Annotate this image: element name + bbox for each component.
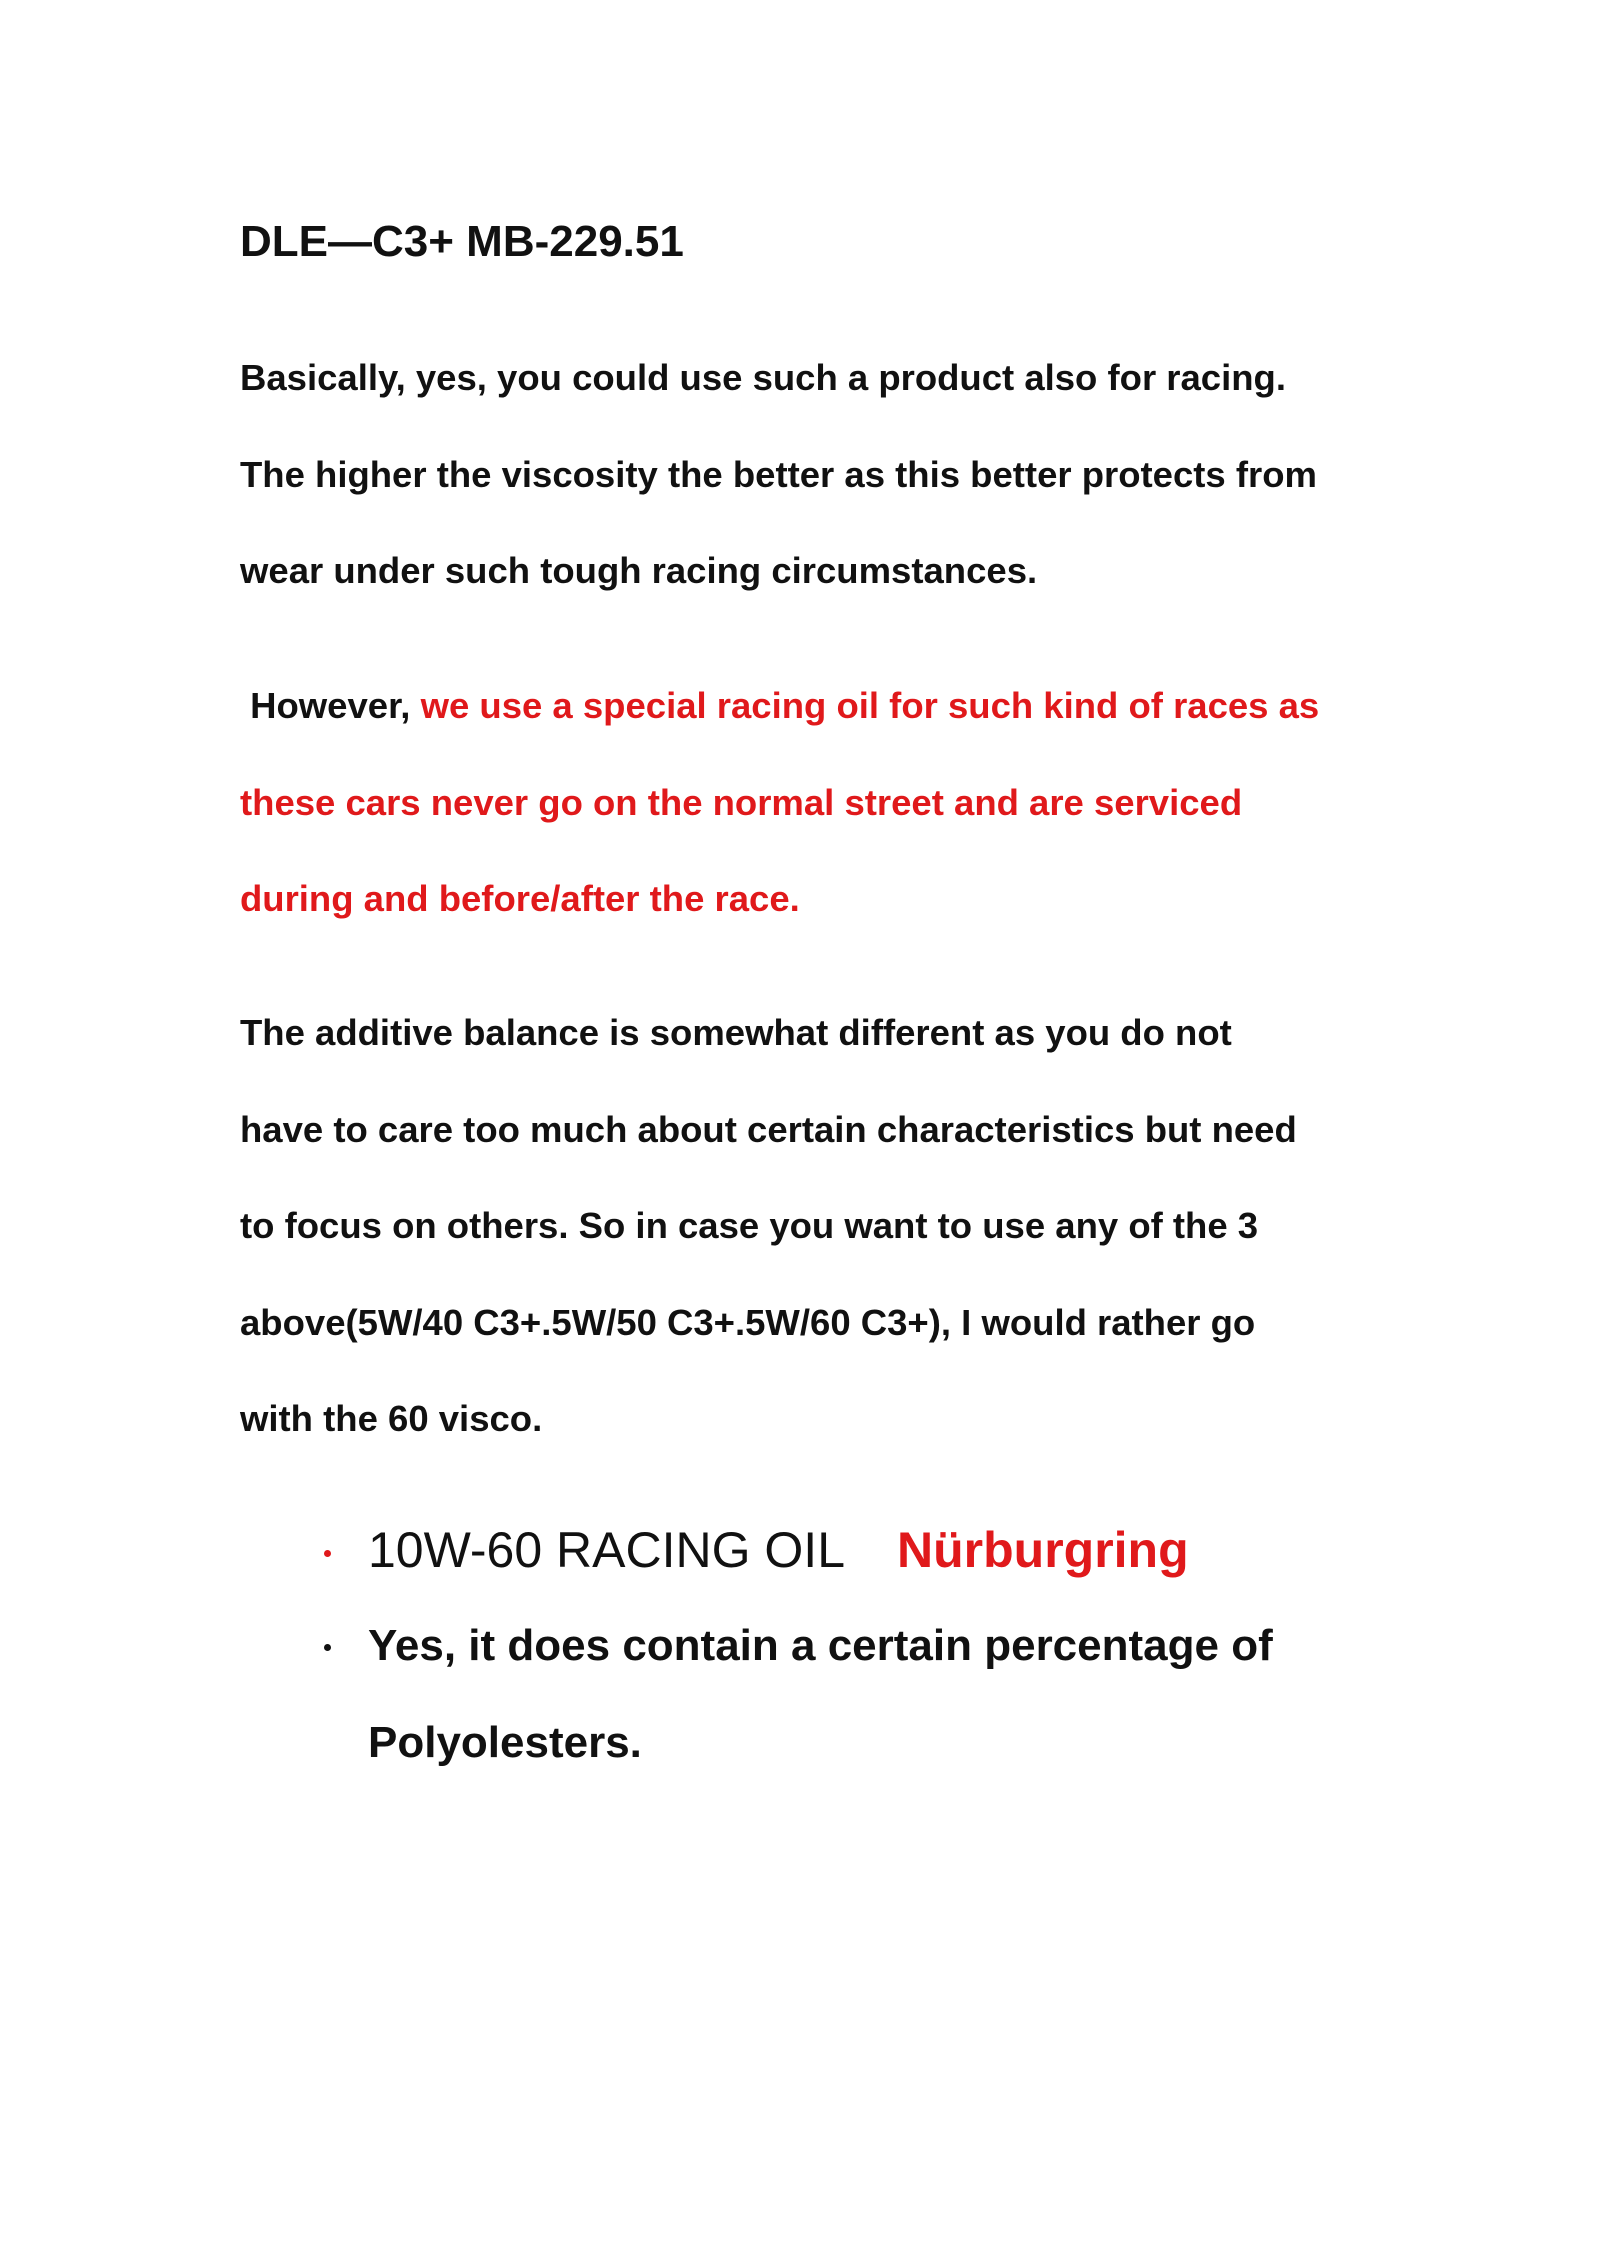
paragraph-additive-balance bbox=[240, 985, 1297, 1468]
paragraph-line: Basically, yes, you could use such a product also for racing. bbox=[240, 357, 1286, 398]
bullet-dot-icon bbox=[324, 1644, 331, 1651]
highlighted-text: these cars never go on the normal street and are serviced bbox=[240, 781, 1243, 823]
bullet-item-polyolesters bbox=[320, 1598, 1273, 1791]
product-highlight: Nürburgring bbox=[897, 1522, 1189, 1578]
bullet-line: Yes, it does contain a certain percentage of bbox=[368, 1621, 1273, 1670]
paragraph-racing-use bbox=[240, 330, 1317, 620]
bullet-dot-icon bbox=[324, 1550, 331, 1557]
paragraph-line: wear under such tough racing circumstances. bbox=[240, 550, 1038, 591]
bullet-line: Polyolesters. bbox=[368, 1717, 642, 1767]
paragraph-line: The higher the viscosity the better as this better protects from bbox=[240, 453, 1317, 495]
paragraph-lead-text: However, bbox=[240, 685, 421, 726]
paragraph-line: above(5W/40 C3+.5W/50 C3+.5W/60 C3+), I would rather go bbox=[240, 1301, 1256, 1343]
highlighted-text: during and before/after the race. bbox=[240, 878, 800, 919]
paragraph-line bbox=[240, 658, 1319, 755]
bullet-item-racing-oil bbox=[320, 1502, 1273, 1598]
bullet-list bbox=[320, 1502, 1273, 1791]
paragraph-special-racing-oil bbox=[240, 658, 1319, 948]
paragraph-line: to focus on others. So in case you want to use any of the 3 bbox=[240, 1205, 1259, 1246]
paragraph-line: have to care too much about certain characteristics but need bbox=[240, 1108, 1297, 1150]
highlighted-text: we use a special racing oil for such kind of races as bbox=[420, 685, 1320, 726]
paragraph-line: The additive balance is somewhat different as you do not bbox=[240, 1012, 1232, 1053]
paragraph-line: with the 60 visco. bbox=[240, 1398, 543, 1439]
document-title: DLE—C3+ MB-229.51 bbox=[240, 217, 684, 266]
product-name: 10W-60 RACING OIL bbox=[368, 1522, 846, 1578]
